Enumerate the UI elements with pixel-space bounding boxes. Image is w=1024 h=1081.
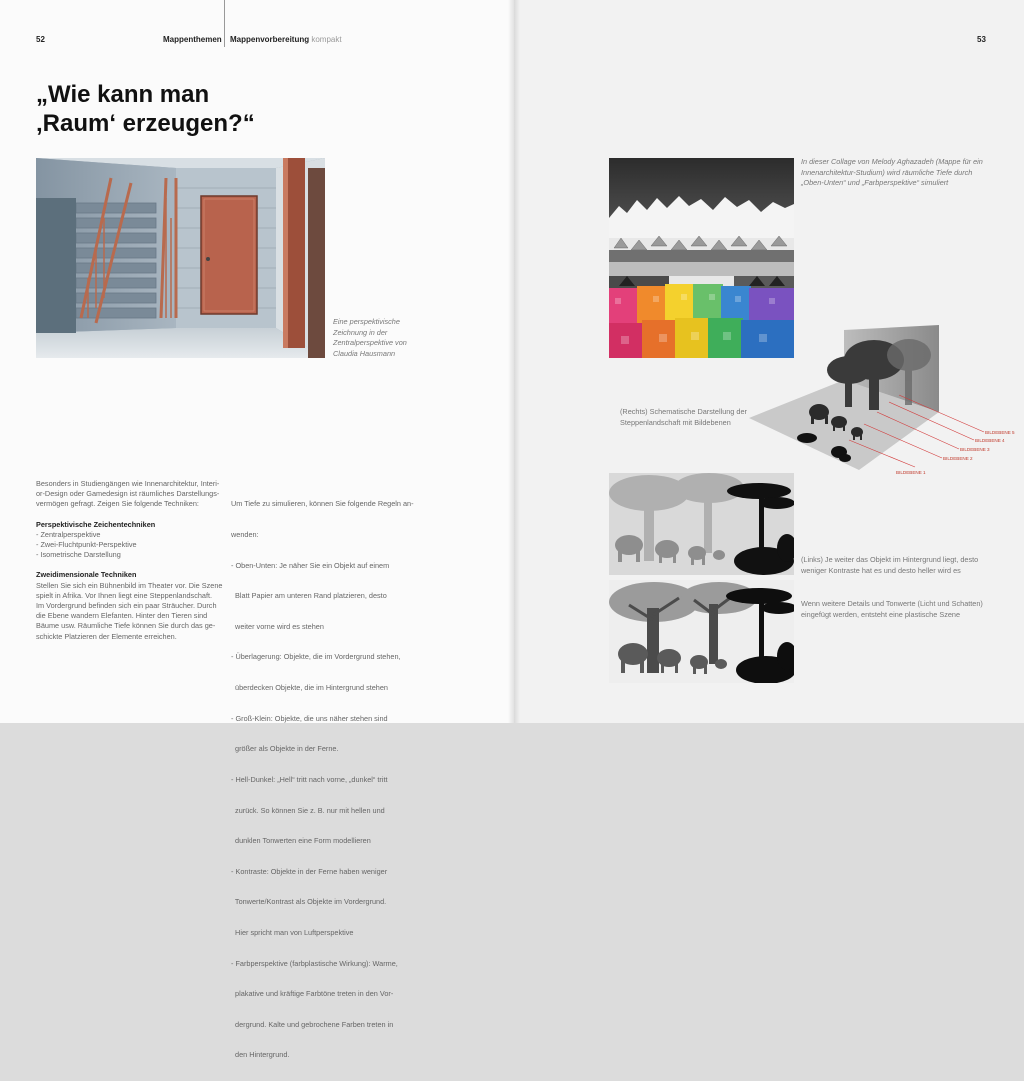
rules-line: - Groß-Klein: Objekte, die uns näher stehen sind (231, 713, 388, 723)
caption-line: Wenn weitere Details und Tonwerte (Licht und Schatten) (801, 599, 983, 608)
savanna-detailed-image (609, 580, 794, 683)
layer-label-5: BILDEBENE 5 (985, 430, 1015, 435)
running-head-suffix: kompakt (311, 35, 342, 44)
heading-2d-techniques: Zweidimensionale Techniken (36, 570, 137, 580)
list-item: - Isometrische Darstellung (36, 550, 121, 560)
layer-label-3: BILDEBENE 3 (960, 447, 990, 452)
rules-line: wenden: (231, 530, 259, 540)
rules-line: Hier spricht man von Luftperspektive (231, 927, 354, 937)
body-line: schickte Platzieren der Elemente erreichen. (36, 631, 177, 641)
body-column-2 (231, 479, 421, 1081)
layer-label-2: BILDEBENE 2 (943, 456, 973, 461)
caption-line: eingefügt werden, entsteht eine plastische Szene (801, 609, 961, 619)
body-line: Bäume usw. Räumliche Tiefe können Sie durch das ge- (36, 621, 216, 631)
caption-left-contrast (801, 555, 1006, 576)
staircase-caption-line: Claudia Hausmann (333, 348, 396, 358)
rules-line: - Überlagerung: Objekte, die im Vordergrund stehen, (231, 652, 401, 662)
headline-line-1: „Wie kann man (36, 81, 210, 108)
rules-line: - Hell-Dunkel: „Hell“ tritt nach vorne, „dunkel“ tritt (231, 774, 388, 784)
body-line: Im Vordergrund befinden sich ein paar Sträucher. Durch (36, 601, 217, 611)
collage-caption-line: „Oben-Unten“ und „Farbperspektive“ simuliert (801, 178, 949, 187)
body-line: Stellen Sie sich ein Bühnenbild im Theater vor. Die Szene (36, 580, 223, 590)
rules-line: - Oben-Unten: Je näher Sie ein Objekt auf einem (231, 560, 390, 570)
rules-line: plakative und kräftige Farbtöne treten in den Vor- (231, 989, 394, 999)
rules-line: Blatt Papier am unteren Rand platzieren, desto (231, 591, 387, 601)
schematic-caption-line: (Rechts) Schematische Darstellung der (620, 407, 747, 416)
headline-line-2: ‚Raum‘ erzeugen?“ (36, 110, 255, 137)
running-head-title: Mappenvorbereitung (230, 35, 310, 44)
page-number-right: 53 (977, 35, 986, 44)
running-head (163, 35, 222, 44)
layer-label-1: BILDEBENE 1 (896, 470, 926, 475)
collage-caption-line: Innenarchitektur-Studium) wird räumliche Tiefe durch (801, 167, 973, 177)
caption-line: (Links) Je weiter das Objekt im Hintergrund liegt, desto (801, 555, 979, 564)
collage-caption (801, 157, 1001, 189)
caption-details (801, 599, 1006, 620)
intro-line: vermögen gefragt. Zeigen Sie folgende Techniken: (36, 499, 199, 509)
running-head-section: Mappenthemen (163, 35, 222, 44)
rules-line: dunklen Tonwerten eine Form modellieren (231, 836, 371, 846)
page-number-left: 52 (36, 35, 45, 44)
list-item: - Zwei-Fluchtpunkt-Perspektive (36, 540, 137, 550)
list-item: - Zentralperspektive (36, 529, 101, 539)
perspective-technique-list (36, 530, 226, 561)
body-column-1 (36, 479, 226, 642)
heading-perspective-techniques: Perspektivische Zeichentechniken (36, 519, 156, 529)
savanna-silhouette-image (609, 473, 794, 575)
intro-line: or-Design oder Gamedesign ist räumliches Darstellungs- (36, 489, 220, 499)
staircase-caption-line: Zentralperspektive von (333, 338, 407, 347)
rules-line: Tonwerte/Kontrast als Objekte im Vordergrund. (231, 897, 387, 907)
staircase-drawing (36, 158, 325, 358)
collage-caption-line: In dieser Collage von Melody Aghazadeh (Mappe für ein (801, 157, 983, 166)
staircase-caption-line: Zeichnung in der (333, 327, 388, 337)
body-line: spielt in Afrika. Vor Ihnen liegt eine Steppenlandschaft. (36, 590, 213, 600)
staircase-caption (333, 317, 423, 359)
intro-line: Besonders in Studiengängen wie Innenarchitektur, Interi- (36, 479, 220, 488)
rules-line: überdecken Objekte, die im Hintergrund stehen (231, 683, 388, 693)
rules-line: zurück. So können Sie z. B. nur mit hellen und (231, 805, 385, 815)
rules-line: dergrund. Kalte und gebrochene Farben treten in (231, 1019, 394, 1029)
page-gutter (508, 0, 520, 723)
header-divider (224, 0, 225, 47)
body-line: die Ebene wandern Elefanten. Hinter den Tieren sind (36, 611, 208, 621)
schematic-caption (620, 407, 780, 428)
caption-line: weniger Kontraste hat es und desto heller wird es (801, 565, 961, 575)
left-page (0, 0, 514, 1060)
schematic-layers-illustration (749, 320, 1021, 490)
schematic-caption-line: Steppenlandschaft mit Bildebenen (620, 417, 731, 427)
rules-line: - Kontraste: Objekte in der Ferne haben weniger (231, 866, 388, 876)
page-headline (36, 80, 255, 138)
staircase-caption-line: Eine perspektivische (333, 317, 400, 326)
rules-line: weiter vorne wird es stehen (231, 621, 324, 631)
right-page (514, 0, 1024, 723)
rules-line: größer als Objekte in der Ferne. (231, 744, 339, 754)
rules-line: den Hintergrund. (231, 1050, 290, 1060)
running-head-title-wrap (230, 35, 342, 44)
layer-label-4: BILDEBENE 4 (975, 438, 1005, 443)
rules-line: - Farbperspektive (farbplastische Wirkung): Warme, (231, 958, 398, 968)
rules-line: Um Tiefe zu simulieren, können Sie folgende Regeln an- (231, 499, 414, 509)
